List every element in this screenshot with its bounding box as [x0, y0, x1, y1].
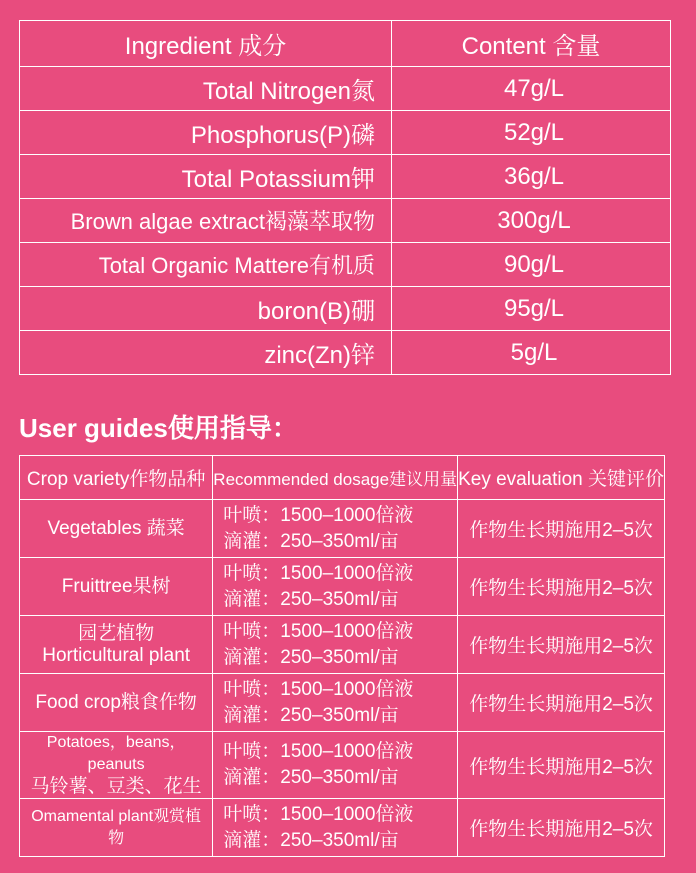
dosage	[213, 674, 458, 732]
ingredient-name: Phosphorus(P)磷	[20, 111, 392, 155]
ingredient-row	[20, 243, 671, 287]
crop-variety	[20, 674, 213, 732]
crop-variety-header: Crop variety作物品种	[20, 456, 213, 500]
dosage	[213, 616, 458, 674]
guide-row	[20, 500, 665, 558]
ingredient-row	[20, 331, 671, 375]
ingredient-header-row	[20, 21, 671, 67]
guide-row	[20, 558, 665, 616]
dosage	[213, 500, 458, 558]
dosage	[213, 732, 458, 799]
crop-variety	[20, 500, 213, 558]
crop-variety	[20, 558, 213, 616]
ingredient-name: boron(B)硼	[20, 287, 392, 331]
crop-name: Food crop粮食作物	[35, 691, 197, 713]
spray-dosage: 叶喷：1500–1000倍液	[223, 803, 414, 825]
dosage-header: Recommended dosage建议用量	[213, 456, 458, 500]
ingredient-content: 5g/L	[392, 331, 671, 375]
crop-name-cn: 园艺植物	[78, 622, 155, 644]
drip-dosage: 滴灌：250–350ml/亩	[223, 530, 399, 552]
user-guide-title: User guides使用指导：	[19, 413, 298, 443]
user-guide-table	[19, 455, 665, 857]
crop-name-en: Potatoes，beans，peanuts	[46, 734, 186, 773]
key-evaluation: 作物生长期施用2–5次	[458, 732, 665, 799]
ingredient-row	[20, 287, 671, 331]
ingredient-name: Total Nitrogen氮	[20, 67, 392, 111]
ingredient-content: 95g/L	[392, 287, 671, 331]
spray-dosage: 叶喷：1500–1000倍液	[223, 562, 414, 584]
drip-dosage: 滴灌：250–350ml/亩	[223, 767, 399, 788]
ingredient-row	[20, 155, 671, 199]
guide-header-row	[20, 456, 665, 500]
ingredient-content: 52g/L	[392, 111, 671, 155]
crop-name: Omamental plant观赏植物	[31, 807, 202, 847]
spray-dosage: 叶喷：1500–1000倍液	[223, 678, 414, 700]
crop-variety	[20, 616, 213, 674]
ingredient-row	[20, 67, 671, 111]
ingredient-row	[20, 111, 671, 155]
spray-dosage: 叶喷：1500–1000倍液	[223, 620, 414, 642]
evaluation-header: Key evaluation 关键评价	[458, 456, 665, 500]
ingredient-content: 90g/L	[392, 243, 671, 287]
spray-dosage: 叶喷：1500–1000倍液	[223, 741, 414, 762]
crop-name-en: Horticultural plant	[42, 644, 191, 666]
key-evaluation: 作物生长期施用2–5次	[458, 500, 665, 558]
ingredient-content: 36g/L	[392, 155, 671, 199]
drip-dosage: 滴灌：250–350ml/亩	[223, 588, 399, 610]
ingredient-name: Brown algae extract褐藻萃取物	[20, 199, 392, 243]
spray-dosage: 叶喷：1500–1000倍液	[223, 504, 414, 526]
key-evaluation: 作物生长期施用2–5次	[458, 674, 665, 732]
drip-dosage: 滴灌：250–350ml/亩	[223, 704, 399, 726]
ingredient-name: Total Potassium钾	[20, 155, 392, 199]
drip-dosage: 滴灌：250–350ml/亩	[223, 646, 399, 668]
crop-name-cn: 马铃薯、豆类、花生	[30, 776, 202, 797]
key-evaluation: 作物生长期施用2–5次	[458, 558, 665, 616]
ingredient-name: Total Organic Mattere有机质	[20, 243, 392, 287]
ingredient-table	[19, 20, 671, 375]
guide-row	[20, 674, 665, 732]
ingredient-content: 300g/L	[392, 199, 671, 243]
crop-name: Vegetables 蔬菜	[47, 517, 185, 539]
crop-variety	[20, 799, 213, 857]
guide-row	[20, 732, 665, 799]
dosage	[213, 558, 458, 616]
ingredient-header: Ingredient 成分	[20, 21, 392, 67]
key-evaluation: 作物生长期施用2–5次	[458, 616, 665, 674]
guide-row	[20, 799, 665, 857]
crop-name: Fruittree果树	[61, 575, 171, 597]
content-header: Content 含量	[392, 21, 671, 67]
ingredient-content: 47g/L	[392, 67, 671, 111]
key-evaluation: 作物生长期施用2–5次	[458, 799, 665, 857]
ingredient-row	[20, 199, 671, 243]
ingredient-name: zinc(Zn)锌	[20, 331, 392, 375]
drip-dosage: 滴灌：250–350ml/亩	[223, 829, 399, 851]
dosage	[213, 799, 458, 857]
guide-row	[20, 616, 665, 674]
crop-variety	[20, 732, 213, 799]
